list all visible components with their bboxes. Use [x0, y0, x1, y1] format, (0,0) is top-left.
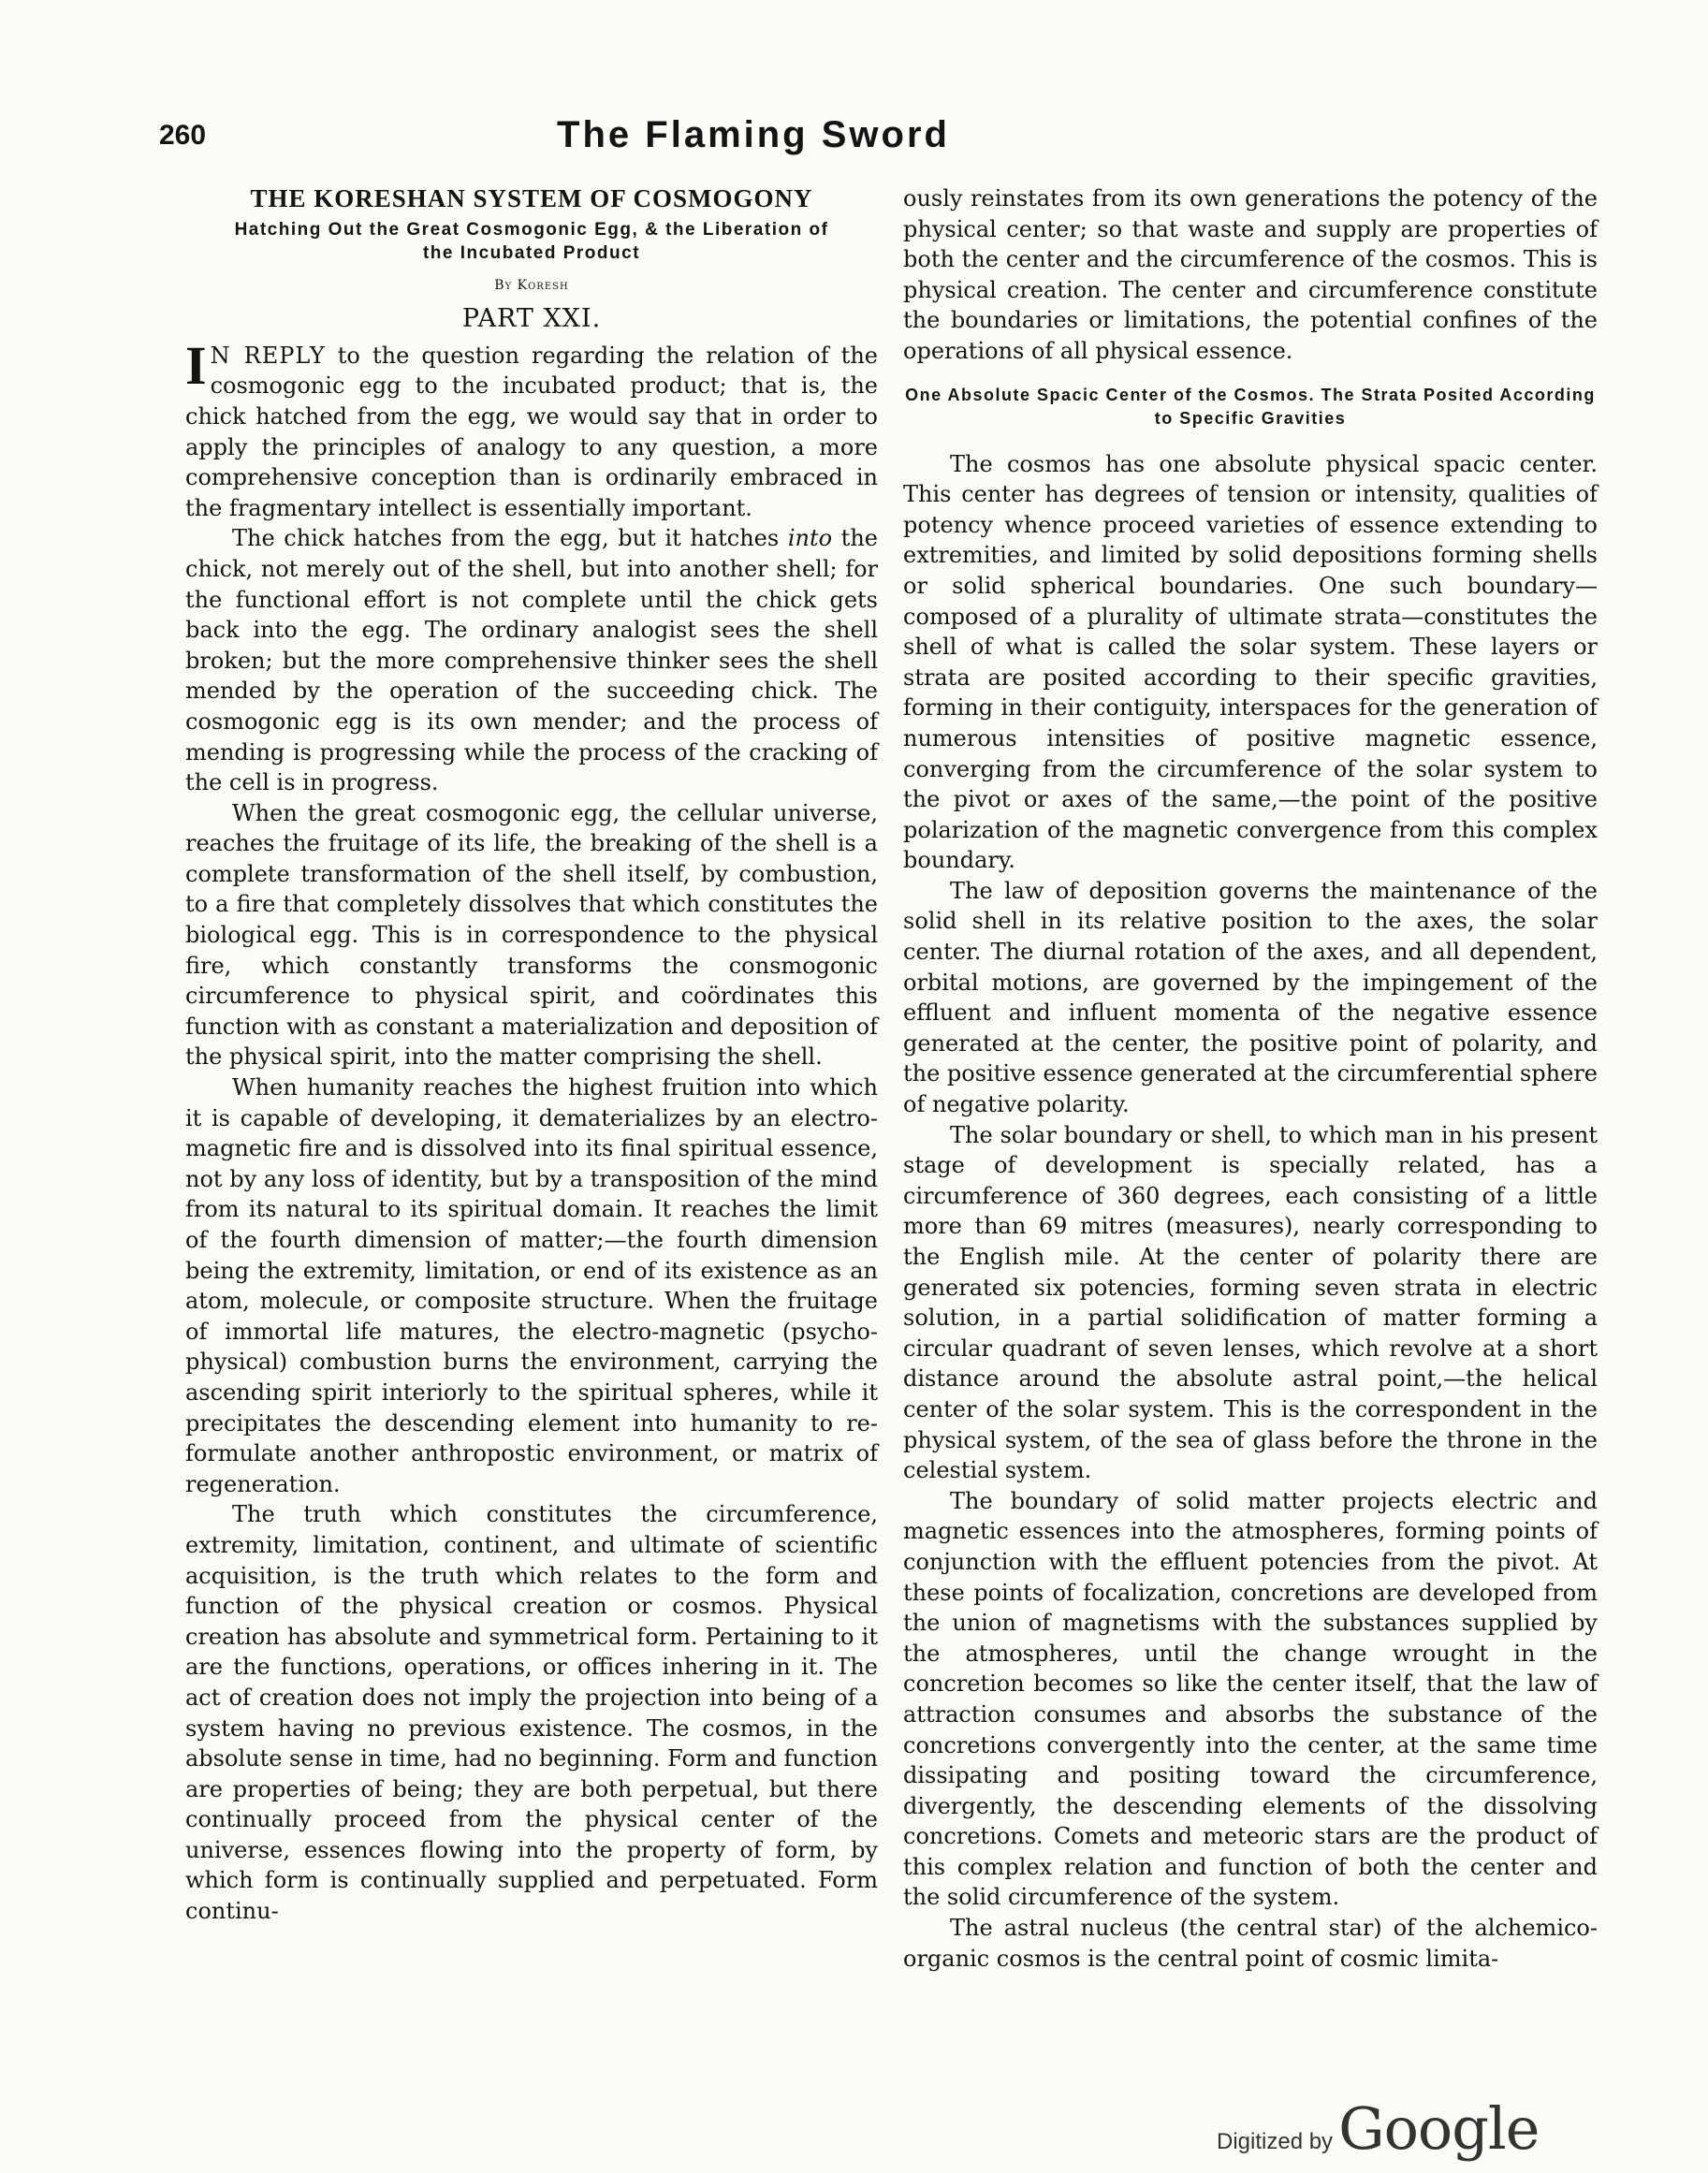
digitized-text: Digitized by — [1217, 2129, 1334, 2154]
paragraph — [185, 334, 878, 524]
paragraph: The truth which constitutes the circumference, extremity, limitation, continent, and ultimate of scientific acquisition, is the truth which relates to the form and function of the physical creation or cosmos. Physical creation has absolute and symmetrical form. Pertaining to it are the functions, operations, or offices inhering in it. The act of creation does not imply the projection into being of a system having no previous existence. The cosmos, in the absolute sense in time, had no beginning. Form and function are properties of being; they are both perpetual, but there continually proceed from the physical center of the universe, essences flowing into the property of form, by which form is continually supplied and perpetuated. Form continu- — [185, 1501, 878, 1925]
paragraph: The law of deposition governs the maintenance of the solid shell in its relative position to the axes, the solar center. The diurnal rotation of the axes, and all dependent, orbital motions, are governed by the impingement of the effluent and influent momenta of the negative essence generated at the center, the positive point of polarity, and the positive essence generated at the circumferential sphere of negative polarity. — [903, 877, 1598, 1118]
page-number: 260 — [159, 120, 207, 151]
part-number: PART XXI. — [461, 304, 602, 334]
paragraph: The cosmos has one absolute physical spacic center. This center has degrees of tension or intensity, qualities of potency whence proceed varieties of essence extending to extremities, and limited by solid depositions forming shells or solid spherical boundaries. One such boundary—composed of a plurality of ultimate strata—constitutes the shell of what is called the solar system. These layers or strata are posited according to their specific gravities, forming in their contiguity, interspaces for the generation of numerous intensities of positive magnetic essence, converging from the circumference of the solar system to the pivot or axes of the same,—the point of the positive polarization of the magnetic convergence from this complex boundary. — [903, 450, 1598, 874]
article-subtitle: Hatching Out the Great Cosmogonic Egg, & the Liberation of the Incubated Product — [234, 219, 829, 263]
byline: By Koresh — [494, 277, 569, 293]
paragraph: ously reinstates from its own generations the potency of the physical center; so that waste and supply are properties of both the center and the circumference of the cosmos. This is physical creation. The center and circumference constitute the boundaries or limitations, the potential confines of the operations of all physical essence. — [903, 185, 1598, 364]
drop-cap: I — [185, 334, 207, 396]
emphasis: into — [787, 525, 833, 552]
paragraph: The astral nucleus (the central star) of the alchemico-organic cosmos is the central point of cosmic limita- — [903, 1915, 1598, 1972]
section-heading: One Absolute Spacic Center of the Cosmos. The Strata Posited According to Specific Gravities — [905, 385, 1596, 428]
left-column — [185, 183, 878, 1927]
google-logo: Google — [1338, 2094, 1540, 2163]
paragraph: When the great cosmogonic egg, the cellular universe, reaches the fruitage of its life, the breaking of the shell is a complete transformation of the shell itself, by combustion, to a fire that completely dissolves that which constitutes the biological egg. This is in correspondence to the physical fire, which constantly transforms the consmogonic circumference to physical spirit, and coördinates this function with as constant a materialization and deposition of the physical spirit, into the matter comprising the shell. — [185, 799, 878, 1071]
page-header — [159, 114, 1179, 157]
paragraph: The solar boundary or shell, to which man in his present stage of development is specially related, has a circumference of 360 degrees, each consisting of a little more than 69 mitres (measures), nearly corresponding to the English mile. At the center of polarity there are generated six potencies, forming seven strata in electric solution, in a partial solidification of matter forming a circular quadrant of seven lenses, which revolve at a short distance around the absolute astral point,—the helical center of the solar system. This is the correspondent in the physical system, of the sea of glass before the throne in the celestial system. — [903, 1121, 1598, 1484]
paragraph: When humanity reaches the highest fruition into which it is capable of developing, it dematerializes by an electro-magnetic fire and is dissolved into its final spiritual essence, not by any loss of identity, but by a transposition of the mind from its natural to its spiritual domain. It reaches the limit of the fourth dimension of matter;—the fourth dimension being the extremity, limitation, or end of its existence as an atom, molecule, or composite structure. When the fruitage of immortal life matures, the electro-magnetic (psycho-physical) combustion burns the environment, carrying the ascending spirit interiorly to the spiritual spheres, while it precipitates the descending element into humanity to re-formulate another anthropostic environment, or matrix of regeneration. — [185, 1074, 878, 1497]
paragraph-text: to the question regarding the relation of the cosmogonic egg to the incubated product; that is, the chick hatched from the egg, we would say that in order to apply the principles of analogy to any question, a more comprehensive conception than is ordinarily embraced in the fragmentary intellect is essentially important. — [185, 342, 878, 521]
article-title: THE KORESHAN SYSTEM OF COSMOGONY — [250, 184, 813, 212]
opening-caps: N REPLY — [210, 342, 326, 369]
right-column — [903, 183, 1598, 1974]
paragraph-text: the chick, not merely out of the shell, but into another shell; for the functional effort is not complete until the chick gets back into the egg. The ordinary analogist sees the shell broken; but the more comprehensive thinker sees the shell mended by the operation of the succeeding chick. The cosmogonic egg is its own mender; and the process of mending is progressing while the process of the cracking of the cell is in progress. — [185, 525, 878, 796]
paragraph-text: The chick hatches from the egg, but it hatches — [232, 525, 788, 552]
paragraph — [185, 523, 878, 797]
digitized-watermark — [1217, 2094, 1539, 2163]
paragraph: The boundary of solid matter projects electric and magnetic essences into the atmospheres, forming points of conjunction with the effluent potencies from the pivot. At these points of focalization, concretions are developed from the union of magnetisms with the substances supplied by the atmospheres, until the change wrought in the concretion becomes so like the center itself, that the law of attraction consumes and absorbs the substance of the concretions convergently into the center, at the same time dissipating and positing toward the circumference, divergently, the descending elements of the dissolving concretions. Comets and meteoric stars are the product of this complex relation and function of both the center and the solid circumference of the system. — [903, 1487, 1598, 1911]
running-title: The Flaming Sword — [557, 114, 950, 155]
